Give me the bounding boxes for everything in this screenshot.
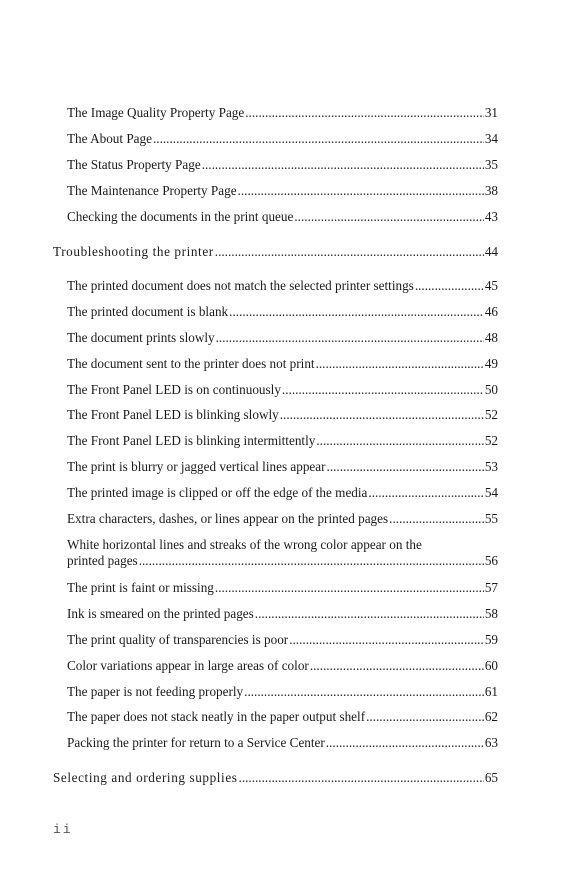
toc-entry-page: 56: [484, 553, 498, 568]
toc-entry-title: The Front Panel LED is blinking slowly: [67, 407, 279, 422]
toc-entry-title: Ink is smeared on the printed pages: [67, 606, 254, 621]
toc-section-entry[interactable]: [53, 244, 498, 260]
toc-entry-page: 35: [484, 157, 498, 172]
toc-entry-title: The Front Panel LED is on continuously: [67, 382, 281, 397]
toc-entry[interactable]: [67, 658, 498, 674]
toc-entry-page: 54: [484, 485, 498, 500]
dot-leader: [389, 511, 484, 527]
toc-entry-page: 43: [484, 209, 498, 224]
toc-entry-title: The Status Property Page: [67, 157, 201, 172]
dot-leader: [310, 658, 484, 674]
toc-entry-page: 48: [484, 330, 498, 345]
dot-leader: [327, 459, 484, 475]
toc-entry-title: The printed document is blank: [67, 304, 229, 319]
toc-entry-page: 53: [484, 459, 498, 474]
toc-section-title: Selecting and ordering supplies: [53, 770, 238, 785]
toc-entry-page: 60: [484, 658, 498, 673]
toc-entry-page: 65: [484, 770, 498, 785]
toc-entry[interactable]: [67, 278, 498, 294]
dot-leader: [255, 606, 484, 622]
toc-entry-page: 63: [484, 735, 498, 750]
toc-entry[interactable]: [67, 330, 498, 346]
toc-entry-title: The Front Panel LED is blinking intermittently: [67, 433, 316, 448]
toc-entry-title: The Image Quality Property Page: [67, 105, 245, 120]
toc-entry[interactable]: [67, 407, 498, 423]
dot-leader: [326, 735, 484, 751]
toc-entry-page: 62: [484, 709, 498, 724]
toc-entry[interactable]: [67, 209, 498, 225]
toc-entry-page: 31: [484, 105, 498, 120]
toc-entry-page: 57: [484, 580, 498, 595]
toc-entry-page: 46: [484, 304, 498, 319]
dot-leader: [153, 131, 484, 147]
toc-entry-page: 45: [484, 278, 498, 293]
toc-entry[interactable]: [67, 131, 498, 147]
toc-entry[interactable]: [67, 684, 498, 700]
dot-leader: [215, 244, 484, 260]
toc-entry-title: The Maintenance Property Page: [67, 183, 237, 198]
page-number: ii: [53, 822, 73, 837]
toc-entry[interactable]: [67, 580, 498, 596]
toc-entry-title: The print is faint or missing: [67, 580, 214, 595]
toc-entry-title: The print is blurry or jagged vertical lines appear: [67, 459, 326, 474]
toc-entry-title: The print quality of transparencies is poor: [67, 632, 289, 647]
toc-entry-title: The paper is not feeding properly: [67, 684, 244, 699]
toc-entry-page: 34: [484, 131, 498, 146]
dot-leader: [316, 433, 483, 449]
dot-leader: [244, 684, 484, 700]
dot-leader: [415, 278, 484, 294]
dot-leader: [368, 485, 483, 501]
toc-entry-title: The paper does not stack neatly in the paper output shelf: [67, 709, 366, 724]
toc-entry[interactable]: [67, 485, 498, 501]
toc-entry[interactable]: [67, 511, 498, 527]
toc-entry-page: 38: [484, 183, 498, 198]
toc-entry-page: 61: [484, 684, 498, 699]
toc-entry-title: White horizontal lines and streaks of the wrong color appear on the: [67, 537, 422, 552]
dot-leader: [229, 304, 484, 320]
dot-leader: [294, 209, 483, 225]
toc-entry-title: Checking the documents in the print queue: [67, 209, 294, 224]
toc-entry[interactable]: [67, 606, 498, 622]
toc-entry[interactable]: [67, 157, 498, 173]
toc-entry[interactable]: [67, 356, 498, 372]
toc-entry[interactable]: [67, 632, 498, 648]
toc-entry-page: 50: [484, 382, 498, 397]
toc-entry[interactable]: [67, 105, 498, 121]
toc-entry-page: 44: [484, 244, 498, 259]
toc-entry[interactable]: [67, 537, 498, 569]
dot-leader: [202, 157, 484, 173]
dot-leader: [280, 407, 484, 423]
dot-leader: [366, 709, 484, 725]
toc-entry[interactable]: [67, 433, 498, 449]
dot-leader: [238, 183, 484, 199]
toc-entry[interactable]: [67, 735, 498, 751]
dot-leader: [139, 553, 484, 569]
toc-entry[interactable]: [67, 459, 498, 475]
toc-entry[interactable]: [67, 183, 498, 199]
toc-entry-page: 52: [484, 407, 498, 422]
dot-leader: [245, 105, 484, 121]
dot-leader: [282, 382, 484, 398]
toc-entry-title: Extra characters, dashes, or lines appear on the printed pages: [67, 511, 389, 526]
toc-entry-page: 55: [484, 511, 498, 526]
toc-entry-title: The printed image is clipped or off the edge of the media: [67, 485, 368, 500]
toc-entry-page: 59: [484, 632, 498, 647]
dot-leader: [316, 356, 484, 372]
toc-entry-title: Packing the printer for return to a Service Center: [67, 735, 325, 750]
toc-entry-page: 49: [484, 356, 498, 371]
toc-entry-title: The document sent to the printer does not print: [67, 356, 315, 371]
toc-entry-page: 58: [484, 606, 498, 621]
toc-entry[interactable]: [67, 709, 498, 725]
toc-entry-title-continued: printed pages: [67, 553, 138, 568]
toc-entry-title: The About Page: [67, 131, 152, 146]
toc-entry[interactable]: [67, 382, 498, 398]
dot-leader: [239, 770, 484, 786]
toc-entry-page: 52: [484, 433, 498, 448]
dot-leader: [216, 330, 484, 346]
toc-section-title: Troubleshooting the printer: [53, 244, 214, 259]
toc-section-entry[interactable]: [53, 770, 498, 786]
toc-entry-title: Color variations appear in large areas of color: [67, 658, 309, 673]
toc-entry-title: The printed document does not match the selected printer settings: [67, 278, 414, 293]
toc-entry[interactable]: [67, 304, 498, 320]
dot-leader: [215, 580, 484, 596]
dot-leader: [289, 632, 484, 648]
toc-entry-title: The document prints slowly: [67, 330, 215, 345]
